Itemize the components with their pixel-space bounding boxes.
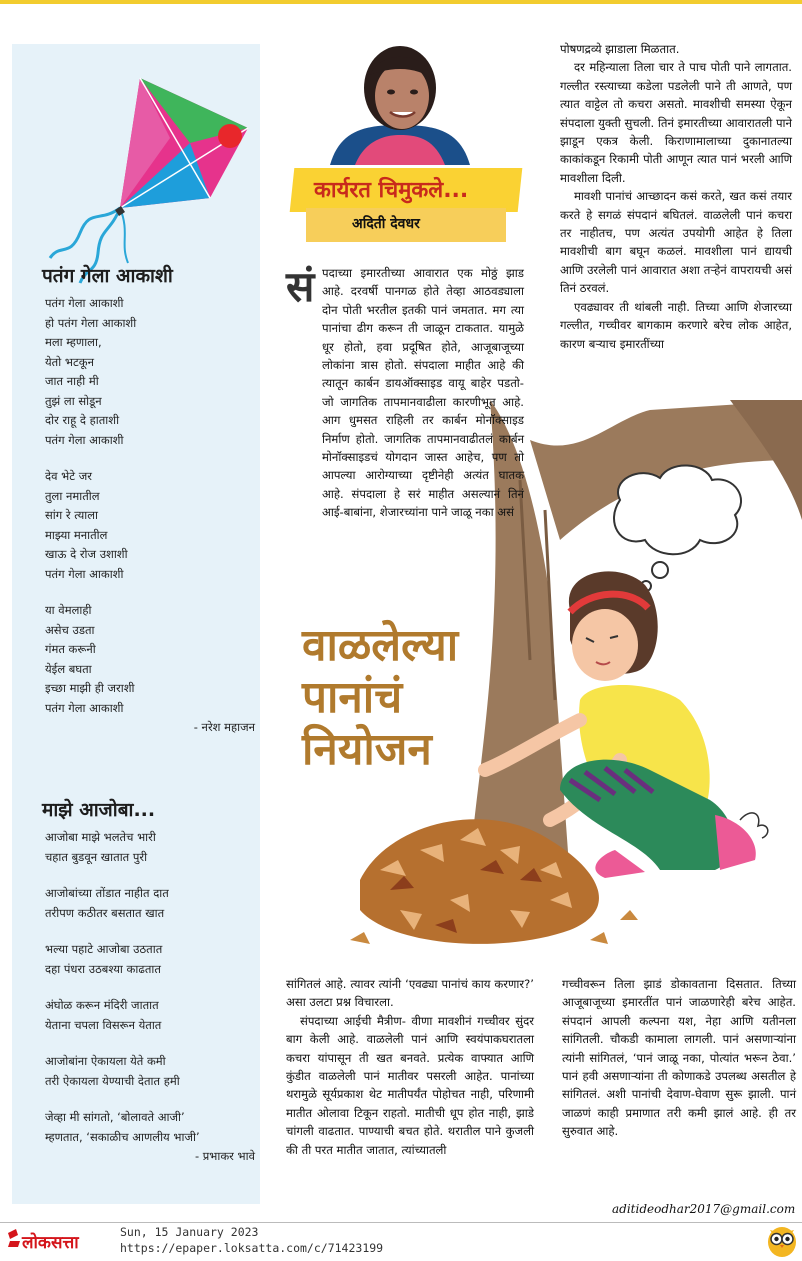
- poem1-body: [45, 294, 255, 738]
- poem-line: आजोबा माझे भलतेच भारी: [45, 830, 156, 844]
- poem-line: आजोबांना ऐकायला येते कमी: [45, 1054, 166, 1068]
- poem1-title: पतंग गेला आकाशी: [42, 265, 173, 287]
- poem2-body: [45, 828, 255, 1167]
- poem-poet: - प्रभाकर भावे: [194, 1149, 255, 1163]
- poem-line: गंमत करूनी: [45, 642, 96, 656]
- stanza-gap: [45, 450, 255, 467]
- owl-icon: [766, 1222, 798, 1258]
- poem-line: तुझं ला सोडून: [45, 393, 102, 408]
- poem-line: जात नाही मी: [45, 374, 99, 388]
- poem-line: भल्या पहाटे आजोबा उठतात: [45, 942, 163, 956]
- poem-line: तरीपण कठीतर बसतात खात: [45, 905, 165, 920]
- svg-text:लोकसत्ता: लोकसत्ता: [22, 1233, 79, 1253]
- column-banner: [292, 168, 520, 240]
- poem-line: सांग रे त्याला: [45, 508, 99, 522]
- poem-line: आजोबांच्या तोंडात नाहीत दात: [45, 886, 169, 900]
- headline-line2: पानांचं: [302, 672, 403, 723]
- poem-line: येताना चपला विसरून येतात: [45, 1017, 162, 1032]
- author-email: aditideodhar2017@gmail.com: [612, 1202, 796, 1216]
- poem-line: देव भेटे जर: [45, 469, 92, 483]
- column-title: कार्यरत चिमुकले...: [314, 178, 469, 203]
- poem2-title: माझे आजोबा...: [42, 799, 156, 821]
- drop-cap: सं: [286, 262, 315, 311]
- poem-line: येतो भटकून: [45, 354, 94, 369]
- stanza-gap: [45, 923, 255, 940]
- footer-date: Sun, 15 January 2023: [120, 1225, 259, 1239]
- body-text-column4: [562, 975, 796, 1141]
- headline-line3: नियोजन: [302, 724, 432, 775]
- headline-line1: वाळलेल्या: [302, 620, 459, 671]
- poem-line: तुला नमातील: [45, 488, 100, 503]
- stanza-gap: [45, 979, 255, 996]
- body-paragraph: पदाच्या इमारतीच्या आवारात एक मोठ्ठं झाड आहे. दरवर्षी पानगळ होते तेव्हा आठवड्याला दोन पोती भरतील इतकी पानं जमतात. मग त्या पानांचा ढीग करून ती जाळून टाकतात. यामुळे धूर होतो, हवा प्रदूषित होते, आजूबाजूच्या लोकांना त्रास होतो. संपदाला माहीत आहे की त्यातून कार्बन डायऑक्साइड वायू बाहेर पडतो- जो जागतिक तापमानवाढीला कारणीभूत आहे. आग धुमसत राहिली तर कार्बन मोनॉक्साइड निर्माण होतो. जागतिक तापमानवाढीतलं कार्बन मोनॉक्साइडचं योगदान जास्त आहेच, पण तो आपल्या आरोग्याच्या दृष्टीनेही अत्यंत घातक आहे. संपदाला हे सरं माहीत असल्यानं तिनं आई-बाबांना, शेजारच्यांना पाने जाळू नका असं: [322, 266, 524, 520]
- poem-line: अंघोळ करून मंदिरी जातात: [45, 998, 159, 1012]
- poem-column: [12, 44, 260, 1204]
- poem-line: चहात बुडवून खातात पुरी: [45, 849, 148, 864]
- poem-line: दोर राहू दे हाताशी: [45, 413, 120, 427]
- stanza-gap: [45, 867, 255, 884]
- poem-line: दहा पंधरा उठबश्या काढतात: [45, 961, 161, 976]
- poem-line: पतंग गेला आकाशी: [45, 566, 124, 581]
- body-paragraph: मावशी पानांचं आच्छादन कसं करते, खत कसं तयार करते हे सगळं संपदानं बघितलं. वाळलेली पानं कचरा तर नाहीतच, पण अत्यंत उपयोगी आहेत हे तिला मावशीची बाग बघून कळलं. मावशीला पानं द्यायची आणि उरलेली पानं आवारात अशा तऱ्हेनं वापरायची असं तिनं ठरवलं.: [560, 189, 792, 296]
- kite-illustration: [20, 58, 260, 288]
- poem-line: असेच उडता: [45, 622, 95, 637]
- footer-rule: [0, 1222, 802, 1223]
- loksatta-logo: [6, 1227, 116, 1255]
- poem-line: पतंग गेला आकाशी: [45, 432, 124, 447]
- poem-line: या वेमलाही: [45, 603, 92, 617]
- body-paragraph: सांगितलं आहे. त्यावर त्यांनी ‘एवढ्या पानांचं काय करणार?’ असा उलटा प्रश्न विचारला.: [286, 977, 534, 1010]
- poem-line: पतंग गेला आकाशी: [45, 700, 124, 715]
- body-paragraph: एवढ्यावर ती थांबली नाही. तिच्या आणि शेजारच्या गल्लीत, गच्चीवर बागकाम करणारे बरेच लोक आहेत, कारण बऱ्याच इमारतींच्या: [560, 299, 792, 351]
- body-text-column1: [322, 264, 524, 522]
- author-photo: [325, 30, 475, 165]
- top-rule: [0, 0, 802, 4]
- stanza-gap: [45, 1091, 255, 1108]
- poem-line: तरी ऐकायला येण्याची देतात हमी: [45, 1073, 180, 1088]
- poem-poet: - नरेश महाजन: [193, 720, 255, 734]
- poem-line: म्हणतात, ‘सकाळीच आणलीय भाजी’: [45, 1129, 200, 1144]
- author-name: अदिती देवधर: [352, 216, 420, 232]
- poem-line: मला म्हणाला,: [45, 335, 102, 349]
- poem-line: माझ्या मनातील: [45, 527, 108, 542]
- poem-line: पतंग गेला आकाशी: [45, 296, 124, 310]
- poem-line: इच्छा माझी ही जराशी: [45, 681, 135, 695]
- article-headline: [302, 620, 458, 776]
- body-paragraph: संपदाच्या आईची मैत्रीण- वीणा मावशीनं गच्चीवर सुंदर बाग केली आहे. वाळलेली पानं आणि स्वयंपाकघरातला कचरा यांपासून ती खत बनवते. प्रत्येक वाफ्यात आणि कुंडीत वाळलेली पानं मातीवर पसरली आहेत. पानांच्या थरामुळे सूर्यप्रकाश थेट मातीपर्यंत पोहोचत नाही, परिणामी मातीत ओलावा टिकून राहतो. मातीची धूप होत नाही, झाडे चांगली वाढतात. पाण्याची बचत होते. थरातील पाने कुजली की ती परत मातीत जातात, त्यांच्यातली: [286, 1013, 534, 1157]
- body-text-column2: [560, 40, 792, 353]
- poem-line: जेव्हा मी सांगतो, ‘बोलावते आजी’: [45, 1110, 185, 1124]
- footer-url[interactable]: https://epaper.loksatta.com/c/71423199: [120, 1241, 384, 1255]
- body-paragraph: दर महिन्याला तिला चार ते पाच पोती पाने लागतात. गल्लीत रस्त्याच्या कडेला पडलेली पाने ती आणते, पण त्यात वाट्टेल तो कचरा असतो. मावशीची समस्या ऐकून संपदाला युक्ती सुचली. तिनं इमारतीच्या आवारातली पाने झाडून एकत्र केली. किराणामालाच्या दुकानातल्या काकांकडून रिकामी पोती आणून त्यात पानं भरली आणि मावशीला दिली.: [560, 60, 792, 185]
- stanza-gap: [45, 1035, 255, 1052]
- poem-line: खाऊ दे रोज उशाशी: [45, 547, 128, 561]
- body-paragraph: गच्चीवरून तिला झाडं डोकावताना दिसतात. तिच्या आजूबाजूच्या इमारतींत पानं जाळणारेही बरेच आहेत. संपदानं आपली कल्पना यश, नेहा आणि यतीनला सांगितली. चौकडी कामाला लागली. पानं असणाऱ्यांना त्यांनी सांगितलं, ‘पानं जाळू नका, पोत्यांत भरून ठेवा.’ पानं हवी असणाऱ्यांना ती कोणाकडे उपलब्ध असतील हे सांगितलं. अशी पानांची देवाण-घेवाण सुरू झाली. पानं जाळणं काही प्रमाणात तरी कमी झालं आहे. ही तर सुरुवात आहे.: [562, 977, 796, 1139]
- stanza-gap: [45, 584, 255, 601]
- body-paragraph: पोषणद्रव्ये झाडाला मिळतात.: [560, 42, 680, 56]
- body-text-column3: [286, 975, 534, 1159]
- poem-line: हो पतंग गेला आकाशी: [45, 315, 137, 330]
- poem-line: येईल बघता: [45, 661, 92, 676]
